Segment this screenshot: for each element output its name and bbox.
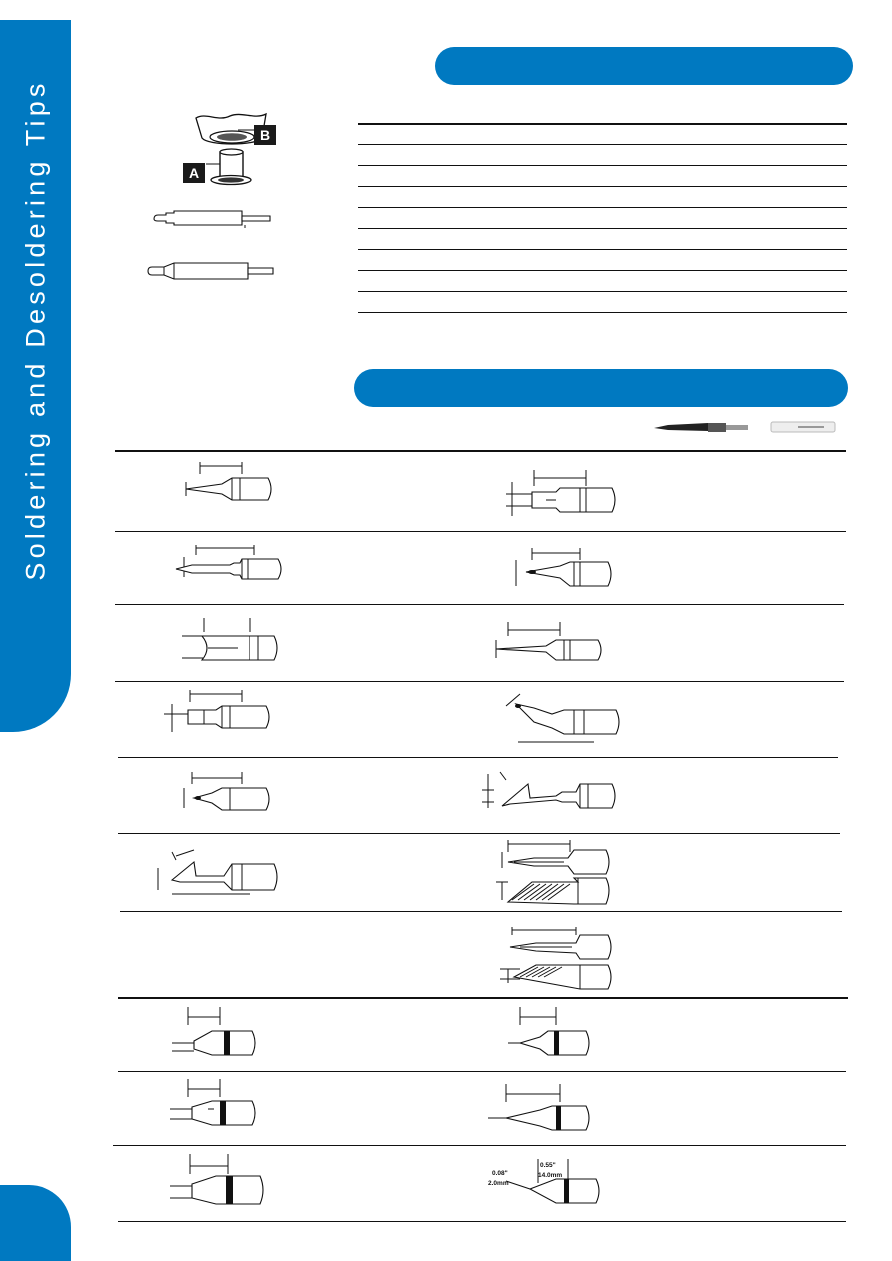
desoldering-tip-large — [144, 260, 276, 282]
tip-row — [113, 1145, 846, 1146]
tip-bevel-long — [150, 848, 285, 900]
tip-row — [115, 531, 846, 532]
table-row — [358, 291, 847, 292]
desoldering-tip-small — [150, 208, 275, 230]
tip-blade-right-6 — [494, 838, 614, 910]
table-row — [358, 228, 847, 229]
tip-blade-right-7 — [496, 925, 616, 991]
dim-width-in: 0.08" — [492, 1170, 508, 1177]
tip-needle-right-3 — [492, 618, 607, 664]
callout-b: B — [254, 125, 276, 145]
callout-a: A — [183, 163, 205, 183]
section-header-desoldering — [435, 47, 853, 85]
tip-conical-right-8 — [506, 1005, 596, 1057]
tip-chisel-right-1 — [502, 468, 622, 520]
cartridge-photo-light — [770, 421, 836, 433]
tip-chisel-short-2 — [168, 1077, 263, 1129]
table-row — [358, 144, 847, 145]
page-corner-tab — [0, 1185, 71, 1261]
tip-conical-bent — [176, 770, 276, 816]
table-header-rule — [358, 123, 847, 125]
table-row — [358, 186, 847, 187]
tip-row — [120, 911, 842, 912]
tip-row — [115, 604, 844, 605]
dim-length-in: 0.55" — [540, 1162, 556, 1169]
tip-row — [118, 1071, 846, 1072]
tip-table-header-rule — [115, 450, 846, 452]
table-row — [358, 270, 847, 271]
table-row — [358, 249, 847, 250]
tip-chisel-medium — [160, 688, 275, 736]
tip-long-conical — [170, 543, 290, 583]
tip-chisel-wide — [178, 616, 288, 664]
cartridge-photo-dark — [652, 419, 752, 435]
tip-row — [118, 833, 840, 834]
dim-length-mm: 14.0mm — [538, 1172, 563, 1179]
tip-chisel-short-3 — [168, 1152, 268, 1208]
tip-group-rule — [118, 997, 848, 999]
tip-conical-fine — [178, 460, 278, 504]
tip-conical-right-2 — [508, 546, 618, 590]
tip-row — [115, 681, 844, 682]
table-row — [358, 165, 847, 166]
tip-row — [118, 757, 838, 758]
tip-row — [118, 1221, 846, 1222]
tip-bevel-right-5 — [480, 768, 622, 818]
table-row — [358, 312, 847, 313]
tip-conical-right-9 — [486, 1080, 596, 1132]
tip-chisel-short-1 — [170, 1005, 265, 1057]
tip-bent-right-4 — [504, 690, 629, 746]
table-row — [358, 207, 847, 208]
dim-width-mm: 2.0mm — [488, 1180, 509, 1187]
section-header-soldering — [354, 369, 848, 407]
